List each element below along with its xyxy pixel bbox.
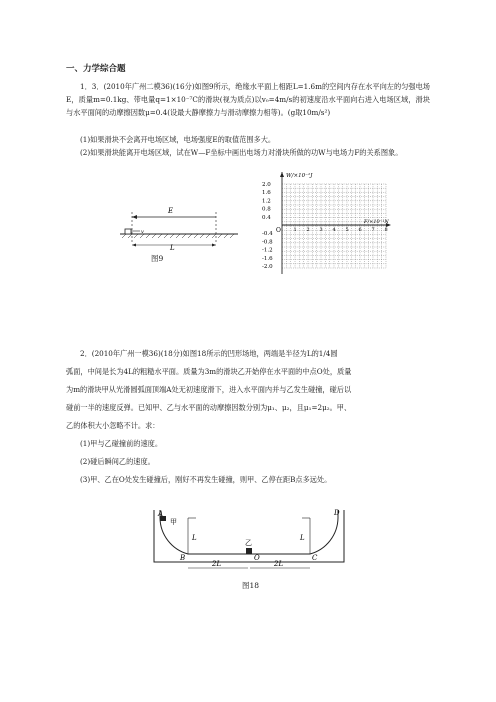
origin-label: O (276, 227, 281, 234)
problem-2-line-2: 弧面，中间是长为4L的粗糙水平面。质量为3m的滑块乙开始停在水平面的中点O处，质量 (66, 367, 352, 376)
field-label-E: E (168, 207, 174, 215)
y-tick-label: 0.4 (262, 214, 271, 221)
field-arrow-head (132, 215, 137, 219)
y-tick-label: 1.6 (262, 190, 271, 197)
figure-9 (120, 200, 240, 270)
graph-grid (282, 184, 386, 268)
x-tick-label: 1 (293, 227, 297, 233)
figure-9-caption: 图9 (151, 254, 164, 263)
slider-block (125, 229, 131, 234)
left-height-label: L (192, 534, 197, 542)
section-title: 一、力学综合题 (66, 64, 126, 74)
point-A-label: A (158, 510, 164, 518)
yi-label: 乙 (245, 539, 252, 547)
figure-18-caption: 图18 (242, 581, 260, 590)
block-yi (246, 548, 252, 554)
problem-1-intro (66, 80, 430, 120)
y-tick-label: -1.6 (262, 255, 273, 262)
x-tick-label: 4 (332, 227, 336, 233)
y-tick-label: 1.2 (262, 198, 271, 205)
x-tick-label: 7 (371, 227, 375, 233)
y-tick-label: -0.8 (262, 239, 273, 246)
problem-1-intro-text: 1．3．(2010年广州二模36)(16分)如图9所示，绝缘水平面上相距L=1.6m的空间内存在水平向左的匀强电场E，质量m=0.1kg、带电量q=1×10⁻⁷C的滑块(视为质点)以v₀=4m/s的初速度沿水平面向右进入电场区域，滑块与水平面间的动摩擦因数μ=0.4(设最大静摩擦力与滑动摩擦力相等)。(g取10m/s²) (66, 82, 430, 118)
left-2L-label: 2L (212, 560, 222, 568)
point-D-label: D (334, 509, 340, 517)
jia-label: 甲 (170, 518, 177, 526)
x-tick-label: 8 (384, 227, 388, 233)
y-axis-arrow (280, 172, 284, 177)
point-B-label: B (180, 554, 186, 562)
velocity-label: v (141, 229, 144, 235)
problem-2-line-1: 2．(2010年广州一模36)(18分)如图18所示的凹形场地，两端是半径为L的1/4圆 (80, 349, 338, 358)
problem-1-question-1: (1)如果滑块不会离开电场区域，电场强度E的取值范围多大。 (80, 135, 276, 144)
ground-hatch (122, 234, 234, 238)
x-tick-label: 5 (345, 227, 349, 233)
x-tick-label: 3 (319, 227, 323, 233)
graph-x-ticks (294, 227, 388, 233)
problem-2-line-5: 乙的体积大小忽略不计。求： (66, 421, 160, 430)
length-label-L: L (170, 244, 175, 252)
y-tick-label: 0.8 (262, 206, 271, 213)
problem-2-question-2: (2)碰后瞬间乙的速度。 (80, 457, 155, 466)
x-tick-label: 6 (358, 227, 362, 233)
y-tick-label: -2.0 (262, 264, 273, 270)
y-axis-label: W/×10⁻¹J (286, 173, 313, 179)
y-tick-label: 2.0 (262, 182, 271, 188)
problem-2-question-3: (3)甲、乙在O处发生碰撞后，刚好不再发生碰撞，则甲、乙停在距B点多远处。 (80, 475, 332, 484)
problem-2-line-4: 碰前一半的速度反弹。已知甲、乙与水平面的动摩擦因数分别为μ₁、μ₂，且μ₁=2μ₂。甲、 (66, 403, 352, 412)
figure-18 (148, 504, 352, 576)
right-height-label: L (300, 534, 305, 542)
graph-y-ticks (262, 182, 273, 270)
right-2L-label: 2L (274, 560, 284, 568)
y-tick-label: -1.2 (262, 247, 273, 254)
problem-1-question-2: (2)如果滑块能离开电场区域，试在W—F坐标中画出电场力对滑块所做的功W与电场力F的关系图象。 (80, 148, 403, 157)
point-C-label: C (312, 554, 318, 562)
x-axis-label: F/×10⁻¹N (364, 219, 389, 225)
track-surface (160, 510, 338, 554)
point-O-label: O (254, 554, 260, 562)
problem-2-statement (66, 345, 430, 489)
w-f-graph (258, 170, 408, 278)
x-tick-label: 2 (306, 227, 310, 233)
problem-2-question-1: (1)甲与乙碰撞前的速度。 (80, 439, 163, 448)
y-tick-label: -0.4 (262, 231, 273, 238)
problem-2-line-3: 为m的滑块甲从光滑圆弧面顶端A处无初速度滑下，进入水平面内并与乙发生碰撞，碰后以 (66, 385, 352, 394)
